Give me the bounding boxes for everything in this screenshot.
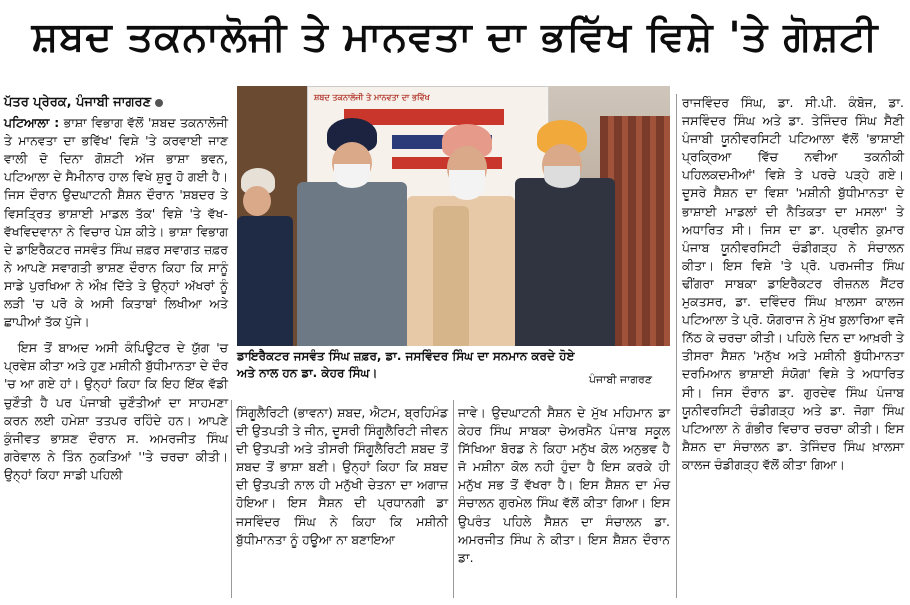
lead-paragraph bbox=[4, 114, 228, 331]
article-column-2 bbox=[236, 404, 448, 549]
person-far-left-head bbox=[243, 186, 271, 216]
person-dark-suit-beard bbox=[544, 166, 580, 188]
article-column-1 bbox=[4, 94, 228, 484]
bullet-icon bbox=[155, 99, 163, 107]
person-honoured-beard bbox=[449, 170, 485, 200]
column-divider bbox=[231, 400, 232, 598]
col4-paragraph: ਰਾਜਵਿੰਦਰ ਸਿੰਘ, ਡਾ. ਸੀ.ਪੀ. ਕੰਬੋਜ, ਡਾ. ਜਸਵਿੰਦਰ ਸਿੰਘ ਅਤੇ ਡਾ. ਤੇਜਿੰਦਰ ਸਿੰਘ ਸੈਣੀ ਪੰਜਾਬੀ ਯੂਨੀਵਰਸਿਟੀ ਪਟਿਆਲਾ ਵੱਲੋਂ 'ਭਾਸ਼ਾਈ ਪ੍ਰਕ੍ਰਿਆ ਵਿੱਚ ਨਵੀਆ ਤਕਨੀਕੀ ਪਹਿਲਕਦਮੀਆਂ' ਵਿਸ਼ੇ ਤੇ ਪਰਚੇ ਪੜ੍ਹੇ ਗਏ। ਦੂਸਰੇ ਸੈਸ਼ਨ ਦਾ ਵਿਸ਼ਾ 'ਮਸ਼ੀਨੀ ਬੁੱਧੀਮਾਨਤਾ ਦੇ ਭਾਸ਼ਾਈ ਮਾਡਲਾਂ ਦੀ ਨੈਤਿਕਤਾ ਦਾ ਮਸਲਾ' ਤੇ ਅਧਾਰਿਤ ਸੀ। ਜਿਸ ਦਾ ਡਾ. ਪ੍ਰਵੀਨ ਕੁਮਾਰ ਪੰਜਾਬ ਯੂਨੀਵਰਸਿਟੀ ਚੰਡੀਗੜ੍ਹ ਨੇ ਸੰਚਾਲਨ ਕੀਤਾ। ਇਸ ਵਿਸ਼ੇ 'ਤੇ ਪ੍ਰੋ. ਪਰਮਜੀਤ ਸਿੰਘ ਢੀਂਗਰਾ ਸਾਬਕਾ ਡਾਇਰੈਕਟਰ ਰੀਜ਼ਨਲ ਸੈਂਟਰ ਮੁਕਤਸਰ, ਡਾ. ਦਵਿੰਦਰ ਸਿੰਘ ਖ਼ਾਲਸਾ ਕਾਲਜ ਪਟਿਆਲਾ ਤੇ ਪ੍ਰੋ. ਯੋਗਰਾਜ ਨੇ ਮੁੱਖ ਬੁਲਾਰਿਆ ਵਜੋ ਨਿੱਠ ਕੇ ਚਰਚਾ ਕੀਤੀ। ਪਹਿਲੇ ਦਿਨ ਦਾ ਆਖ਼ਰੀ ਤੇ ਤੀਸਰਾ ਸੈਸ਼ਨ 'ਮਨੁੱਖ ਅਤੇ ਮਸ਼ੀਨੀ ਬੁੱਧੀਮਾਨਤਾ ਦਰਮਿਆਨ ਭਾਸ਼ਾਈ ਸੰਯੋਗ' ਵਿਸ਼ੇ ਤੇ ਅਧਾਰਿਤ ਸੀ। ਜਿਸ ਦੌਰਾਨ ਡਾ. ਗੁਰਦੇਵ ਸਿੰਘ ਪੰਜਾਬ ਯੂਨੀਵਰਸਿਟੀ ਚੰਡੀਗੜ੍ਹ ਅਤੇ ਡਾ. ਜੋਗਾ ਸਿੰਘ ਪਟਿਆਲਾ ਨੇ ਗੰਭੀਰ ਵਿਚਾਰ ਚਰਚਾ ਕੀਤੀ। ਇਸ ਸ਼ੈਸ਼ਨ ਦਾ ਸੰਚਾਲਨ ਡਾ. ਤੇਜਿੰਦਰ ਸਿੰਘ ਖ਼ਾਲਸਾ ਕਾਲਜ ਚੰਡੀਗੜ੍ਹ ਵੱਲੋਂ ਕੀਤਾ ਗਿਆ। bbox=[682, 95, 904, 472]
photo-caption bbox=[237, 348, 670, 392]
caption-line-2: ਅਤੇ ਨਾਲ ਹਨ ਡਾ. ਕੇਹਰ ਸਿੰਘ। bbox=[237, 366, 378, 380]
lead-text: ਭਾਸ਼ਾ ਵਿਭਾਗ ਵੱਲੋਂ 'ਸ਼ਬਦ ਤਕਨਾਲੋਜੀ ਤੇ ਮਾਨਵਤਾ ਦਾ ਭਵਿੱਖ' ਵਿਸ਼ੇ 'ਤੇ ਕਰਵਾਈ ਜਾਣ ਵਾਲੀ ਦੋ ਦਿਨਾ ਗੋਸ਼ਟੀ ਅੱਜ ਭਾਸ਼ਾ ਭਵਨ, ਪਟਿਆਲਾ ਦੇ ਸੈਮੀਨਾਰ ਹਾਲ ਵਿਖੇ ਸ਼ੁਰੂ ਹੋ ਗਈ ਹੈ। ਜਿਸ ਦੌਰਾਨ ਉਦਘਾਟਨੀ ਸ਼ੈਸ਼ਨ ਦੌਰਾਨ 'ਸ਼ਬਦਰ ਤੇ ਵਿਸਤ੍ਰਿਤ ਭਾਸ਼ਾਈ ਮਾਡਲ ਤੱਕ' ਵਿਸ਼ੇ 'ਤੇ ਵੱਖ-ਵੱਖਵਿਦਵਾਨਾ ਨੇ ਵਿਚਾਰ ਪੇਸ਼ ਕੀਤੇ। ਭਾਸ਼ਾ ਵਿਭਾਗ ਦੇ ਡਾਇਰੈਕਟਰ ਜਸਵੰਤ ਸਿੰਘ ਜ਼ਫ਼ਰ ਸਵਾਗਤ ਜ਼ਫ਼ਰ ਨੇ ਆਪਣੇ ਸਵਾਗਤੀ ਭਾਸ਼ਣ ਦੌਰਾਨ ਕਿਹਾ ਕਿ ਸਾਨੂੰ ਸਾਡੇ ਪੁਰਖਿਆ ਨੇ ਔਖ਼ ਦਿੱਤੇ ਤੇ ਉਨ੍ਹਾਂ ਅੱਖਰਾਂ ਨੂੰ ਲੜੀ 'ਚ ਪਰੋ ਕੇ ਅਸੀ ਕਿਤਾਬਾਂ ਲਿਖੀਆ ਅਤੇ ਛਾਪੀਆਂ ਤੱਕ ਪੁੱਜੇ। bbox=[4, 115, 228, 330]
col2-paragraph: ਸਿੰਗੂਲੈਰਿਟੀ (ਭਾਵਨਾ) ਸ਼ਬਦ, ਐਟਮ, ਬ੍ਰਹਿਮੰਡ ਦੀ ਉਤਪਤੀ ਤੇ ਜੀਨ, ਦੂਸਰੀ ਸਿੰਗੂਲੈਰਿਟੀ ਜੀਵਨ ਦੀ ਉਤਪਤੀ ਅਤੇ ਤੀਸਰੀ ਸਿੰਗੂਲੈਰਿਟੀ ਸ਼ਬਦ ਤੋਂ ਸ਼ਬਦ ਤੋਂ ਭਾਸ਼ਾ ਬਣੀ। ਉਨ੍ਹਾਂ ਕਿਹਾ ਕਿ ਸ਼ਬਦ ਦੀ ਉਤਪਤੀ ਨਾਲ ਹੀ ਮਨੁੱਖੀ ਚੇਤਨਾ ਦਾ ਅਗਾਜ਼ ਹੋਇਆ। ਇਸ ਸੈਸ਼ਨ ਦੀ ਪ੍ਰਧਾਨਗੀ ਡਾ ਜਸਵਿੰਦਰ ਸਿੰਘ ਨੇ ਕਿਹਾ ਕਿ ਮਸ਼ੀਨੀ ਬੁੱਧੀਮਾਨਤਾ ਨੂੰ ਹਊਆ ਨਾ ਬਣਾਇਆ bbox=[236, 405, 448, 547]
article-column-4 bbox=[682, 94, 904, 474]
col3-paragraph: ਜਾਵੇ। ਉਦਘਾਟਨੀ ਸੈਸ਼ਨ ਦੇ ਮੁੱਖ ਮਹਿਮਾਨ ਡਾ ਕੇਹਰ ਸਿੰਘ ਸਾਬਕਾ ਚੇਅਰਮੈਨ ਪੰਜਾਬ ਸਕੂਲ ਸਿੱਖਿਆ ਬੋਰਡ ਨੇ ਕਿਹਾ ਮਨੁੱਖ ਕੋਲ ਅਨੁਭਵ ਹੈ ਜੋ ਮਸ਼ੀਨਾ ਕੋਲ ਨਹੀ ਹੁੰਦਾ ਹੈ ਇਸ ਕਰਕੇ ਹੀ ਮਨੁੱਖ ਸਭ ਤੋਂ ਵੱਖਰਾ ਹੈ। ਇਸ ਸ਼ੈਸ਼ਨ ਦਾ ਮੰਚ ਸੰਚਾਲਨ ਗੁਰਮੇਲ ਸਿੰਘ ਵੱਲੋਂ ਕੀਤਾ ਗਿਆ। ਇਸ ਉਪਰੰਤ ਪਹਿਲੇ ਸੈਸ਼ਨ ਦਾ ਸੰਚਾਲਨ ਡਾ. ਅਮਰਜੀਤ ਸਿੰਘ ਨੇ ਕੀਤਾ। ਇਸ ਸ਼ੈਸ਼ਨ ਦੌਰਾਨ ਡਾ. bbox=[458, 405, 670, 565]
person-honoured-shawl bbox=[433, 206, 469, 346]
caption-line-1: ਡਾਇਰੈਕਟਰ ਜਸਵੰਤ ਸਿੰਘ ਜ਼ਫ਼ਰ, ਡਾ. ਜਸਵਿੰਦਰ ਸਿੰਘ ਦਾ ਸਨਮਾਨ ਕਰਦੇ ਹੋਏ bbox=[237, 349, 575, 363]
person-grey-suit-beard bbox=[334, 164, 370, 188]
person-grey-suit bbox=[297, 182, 407, 346]
person-dark-suit bbox=[515, 178, 615, 346]
news-photo bbox=[237, 86, 670, 346]
paragraph-2: ਇਸ ਤੋਂ ਬਾਅਦ ਅਸੀ ਕੰਪਿਊਟਰ ਦੇ ਯੁੱਗ 'ਚ ਪ੍ਰਵੇਸ਼ ਕੀਤਾ ਅਤੇ ਹੁਣ ਮਸ਼ੀਨੀ ਬੁੱਧੀਮਾਨਤਾ ਦੇ ਦੌਰ 'ਚ ਆ ਗਏ ਹਾਂ। ਉਨ੍ਹਾਂ ਕਿਹਾ ਕਿ ਇਹ ਇੱਕ ਵੱਡੀ ਚੁਣੌਤੀ ਹੈ ਪਰ ਪੰਜਾਬੀ ਚੁਣੌਤੀਆਂ ਦਾ ਸਾਹਮਣਾ ਕਰਨ ਲਈ ਹਮੇਸ਼ਾ ਤਤਪਰ ਰਹਿੰਦੇ ਹਨ। ਆਪਣੇ ਕੁੰਜੀਵਤ ਭਾਸ਼ਣ ਦੌਰਾਨ ਸ. ਅਮਰਜੀਤ ਸਿੰਘ ਗਰੇਵਾਲ ਨੇ ਤਿੰਨ ਨੁਕਤਿਆਂ ''ਤੇ ਚਰਚਾ ਕੀਤੀ। ਉਨ੍ਹਾਂ ਕਿਹਾ ਸਾਡੀ ਪਹਿਲੀ bbox=[4, 340, 228, 482]
headline: ਸ਼ਬਦ ਤਕਨਾਲੋਜੀ ਤੇ ਮਾਨਵਤਾ ਦਾ ਭਵਿੱਖ ਵਿਸ਼ੇ 'ਤੇ ਗੋਸ਼ਟੀ bbox=[31, 14, 879, 60]
column-divider-3 bbox=[676, 94, 677, 598]
banner-text: ਸ਼ਬਦ ਤਕਨਾਲੋਜੀ ਤੇ ਮਾਨਵਤਾ ਦਾ ਭਵਿੱਖ bbox=[314, 93, 430, 102]
byline bbox=[4, 94, 228, 112]
dateline: ਪਟਿਆਲਾ : bbox=[4, 115, 60, 131]
photo-credit: ਪੰਜਾਬੀ ਜਾਗਰਣ bbox=[588, 373, 652, 386]
column-divider-2 bbox=[453, 400, 454, 598]
byline-text: ਪੱਤਰ ਪ੍ਰੇਰਕ, ਪੰਜਾਬੀ ਜਾਗਰਣ bbox=[4, 95, 152, 110]
person-far-left bbox=[237, 216, 293, 346]
article-column-3 bbox=[458, 404, 670, 567]
